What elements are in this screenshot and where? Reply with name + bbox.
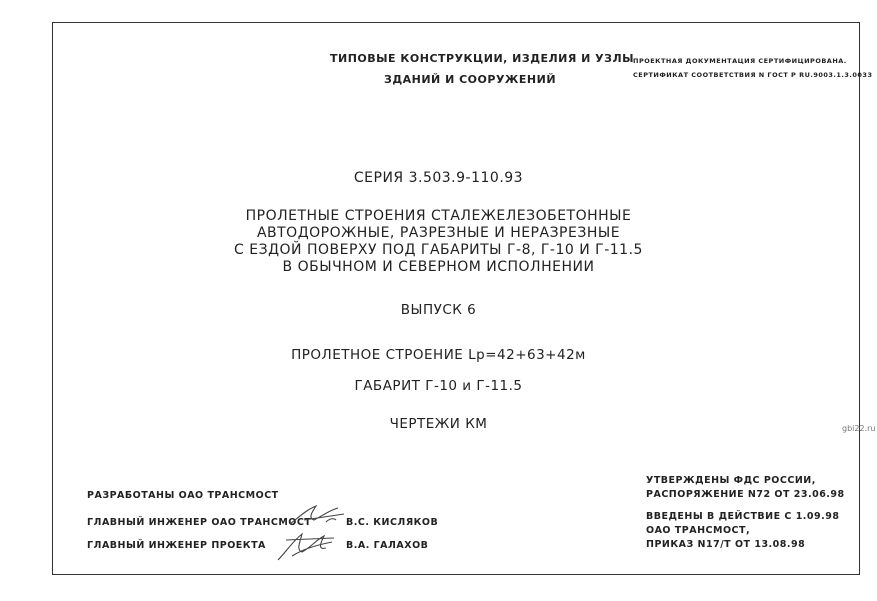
title-line-1: ПРОЛЕТНЫЕ СТРОЕНИЯ СТАЛЕЖЕЛЕЗОБЕТОННЫЕ — [245, 208, 632, 224]
title-line-3: С ЕЗДОЙ ПОВЕРХУ ПОД ГАБАРИТЫ Г-8, Г-10 И Г-11.5 — [234, 242, 643, 258]
title-line-2: АВТОДОРОЖНЫЕ, РАЗРЕЗНЫЕ И НЕРАЗРЕЗНЫЕ — [256, 225, 621, 241]
project-engineer-name: В.А. ГАЛАХОВ — [346, 540, 429, 551]
header-line-2: ЗДАНИЙ И СООРУЖЕНИЙ — [384, 73, 557, 86]
watermark: gbi22.ru — [842, 424, 876, 433]
approved-line-1: УТВЕРЖДЕНЫ ФДС РОССИИ, — [646, 475, 816, 486]
project-engineer-role: ГЛАВНЫЙ ИНЖЕНЕР ПРОЕКТА — [87, 540, 266, 551]
certification-line-1: ПРОЕКТНАЯ ДОКУМЕНТАЦИЯ СЕРТИФИЦИРОВАНА. — [633, 57, 847, 65]
span-structure: ПРОЛЕТНОЕ СТРОЕНИЕ Lр=42+63+42м — [291, 347, 586, 363]
signature-galakhov — [272, 526, 342, 566]
title-line-4: В ОБЫЧНОМ И СЕВЕРНОМ ИСПОЛНЕНИИ — [282, 259, 595, 275]
approved-line-3: ВВЕДЕНЫ В ДЕЙСТВИЕ С 1.09.98 — [646, 511, 840, 522]
approved-line-4: ОАО ТРАНСМОСТ, — [646, 525, 751, 536]
approved-line-5: ПРИКАЗ N17/Т ОТ 13.08.98 — [646, 539, 806, 550]
gauge: ГАБАРИТ Г-10 и Г-11.5 — [354, 378, 523, 394]
certification-line-2: СЕРТИФИКАТ СООТВЕТСТВИЯ N ГОСТ Р RU.9003.1.3.0033 — [633, 71, 873, 79]
chief-engineer-name: В.С. КИСЛЯКОВ — [346, 517, 439, 528]
drawings-type: ЧЕРТЕЖИ КМ — [389, 416, 488, 432]
series-number: СЕРИЯ 3.503.9-110.93 — [353, 170, 524, 186]
approved-line-2: РАСПОРЯЖЕНИЕ N72 ОТ 23.06.98 — [646, 489, 845, 500]
chief-engineer-role: ГЛАВНЫЙ ИНЖЕНЕР ОАО ТРАНСМОСТ — [87, 517, 312, 528]
header-line-1: ТИПОВЫЕ КОНСТРУКЦИИ, ИЗДЕЛИЯ И УЗЛЫ — [330, 52, 635, 65]
developer-org: РАЗРАБОТАНЫ ОАО ТРАНСМОСТ — [87, 490, 279, 501]
issue-number: ВЫПУСК 6 — [400, 302, 477, 318]
